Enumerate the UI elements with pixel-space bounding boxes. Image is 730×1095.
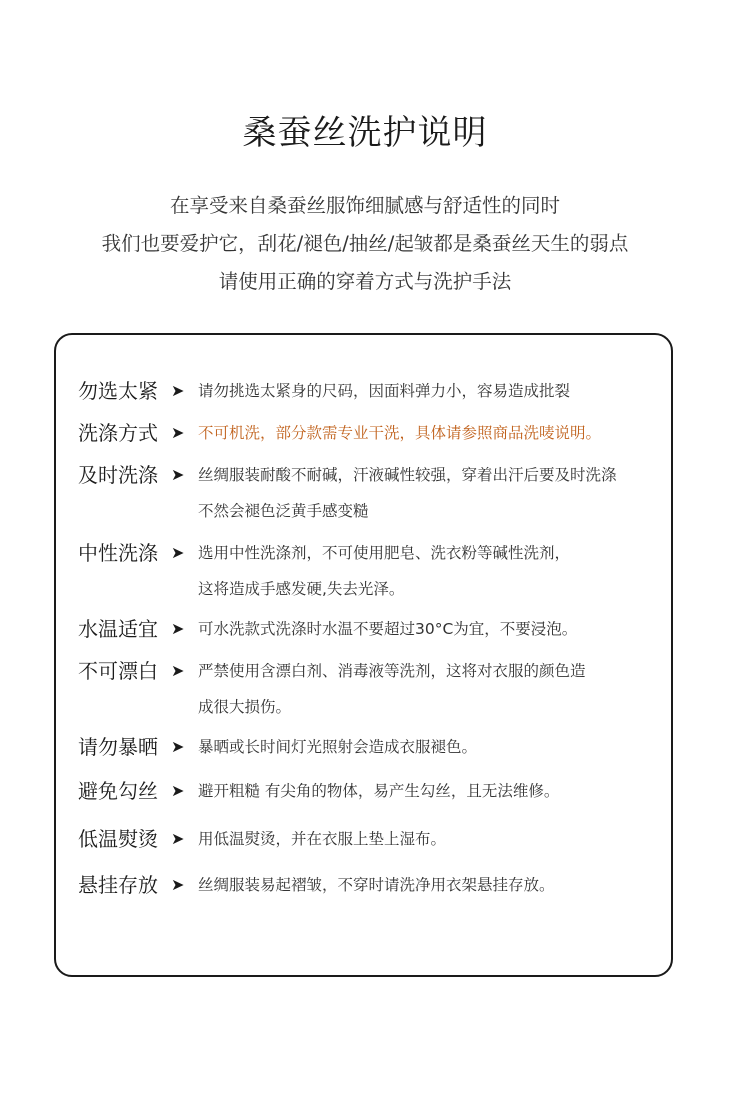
instruction-label: 及时洗涤 <box>78 463 158 487</box>
instruction-row <box>78 614 658 644</box>
arrow-icon: ➤ <box>171 661 185 680</box>
instruction-description <box>198 824 658 853</box>
arrow-icon: ➤ <box>171 829 185 848</box>
instruction-label: 低温熨烫 <box>78 827 158 851</box>
instruction-row <box>78 732 658 762</box>
arrow-icon: ➤ <box>171 875 185 894</box>
instruction-label: 悬挂存放 <box>78 873 158 897</box>
instruction-label: 不可漂白 <box>78 659 158 683</box>
instruction-text-line: 这将造成手感发硬,失去光泽。 <box>198 580 405 598</box>
instruction-text-line: 严禁使用含漂白剂、消毒液等洗剂，这将对衣服的颜色造 <box>198 662 586 680</box>
intro-line: 我们也要爱护它，刮花/褪色/抽丝/起皱都是桑蚕丝天生的弱点 <box>101 232 629 255</box>
instruction-description <box>198 376 658 405</box>
instruction-description <box>198 656 658 721</box>
instruction-row <box>78 656 658 721</box>
page-title: 桑蚕丝洗护说明 <box>242 113 488 153</box>
instruction-text-line: 请勿挑选太紧身的尺码，因面料弹力小，容易造成批裂 <box>198 382 571 400</box>
instruction-text-line: 暴晒或长时间灯光照射会造成衣服褪色。 <box>198 738 478 756</box>
instruction-row <box>78 460 658 525</box>
instruction-description <box>198 460 658 525</box>
instruction-text-line: 丝绸服装易起褶皱，不穿时请洗净用衣架悬挂存放。 <box>198 876 555 894</box>
arrow-icon: ➤ <box>171 781 185 800</box>
arrow-icon: ➤ <box>171 423 185 442</box>
instruction-label: 避免勾丝 <box>78 779 158 803</box>
instruction-row <box>78 376 658 406</box>
instruction-label: 请勿暴晒 <box>78 735 158 759</box>
instruction-text-line: 避开粗糙 有尖角的物体，易产生勾丝，且无法维修。 <box>198 782 560 800</box>
instruction-text-line: 丝绸服装耐酸不耐碱，汗液碱性较强，穿着出汗后要及时洗涤 <box>198 466 617 484</box>
instruction-row <box>78 418 658 448</box>
intro-line: 在享受来自桑蚕丝服饰细腻感与舒适性的同时 <box>169 194 560 217</box>
instruction-description <box>198 870 658 899</box>
arrow-icon: ➤ <box>171 465 185 484</box>
instruction-description <box>198 776 658 805</box>
instruction-description <box>198 732 658 761</box>
instruction-label: 中性洗涤 <box>78 541 158 565</box>
instruction-text-line: 不然会褪色泛黄手感变糙 <box>198 502 369 520</box>
instruction-text-line: 可水洗款式洗涤时水温不要超过30°C为宜，不要浸泡。 <box>198 620 578 638</box>
intro-line: 请使用正确的穿着方式与洗护手法 <box>218 270 512 293</box>
instruction-description <box>198 614 658 643</box>
instruction-text-line: 不可机洗，部分款需专业干洗，具体请参照商品洗唛说明。 <box>198 424 602 442</box>
instruction-row <box>78 538 658 603</box>
instruction-row <box>78 776 658 806</box>
instruction-label: 水温适宜 <box>78 617 158 641</box>
arrow-icon: ➤ <box>171 737 185 756</box>
instruction-label: 勿选太紧 <box>78 379 158 403</box>
instruction-row <box>78 824 658 854</box>
instruction-description <box>198 538 658 603</box>
instruction-text-line: 成很大损伤。 <box>198 698 292 716</box>
arrow-icon: ➤ <box>171 381 185 400</box>
instruction-label: 洗涤方式 <box>78 421 158 445</box>
instruction-text-line: 选用中性洗涤剂，不可使用肥皂、洗衣粉等碱性洗剂， <box>198 544 571 562</box>
arrow-icon: ➤ <box>171 619 185 638</box>
instruction-text-line: 用低温熨烫，并在衣服上垫上湿布。 <box>198 830 447 848</box>
arrow-icon: ➤ <box>171 543 185 562</box>
intro-text <box>0 187 730 301</box>
instruction-description <box>198 418 658 447</box>
instruction-row <box>78 870 658 900</box>
